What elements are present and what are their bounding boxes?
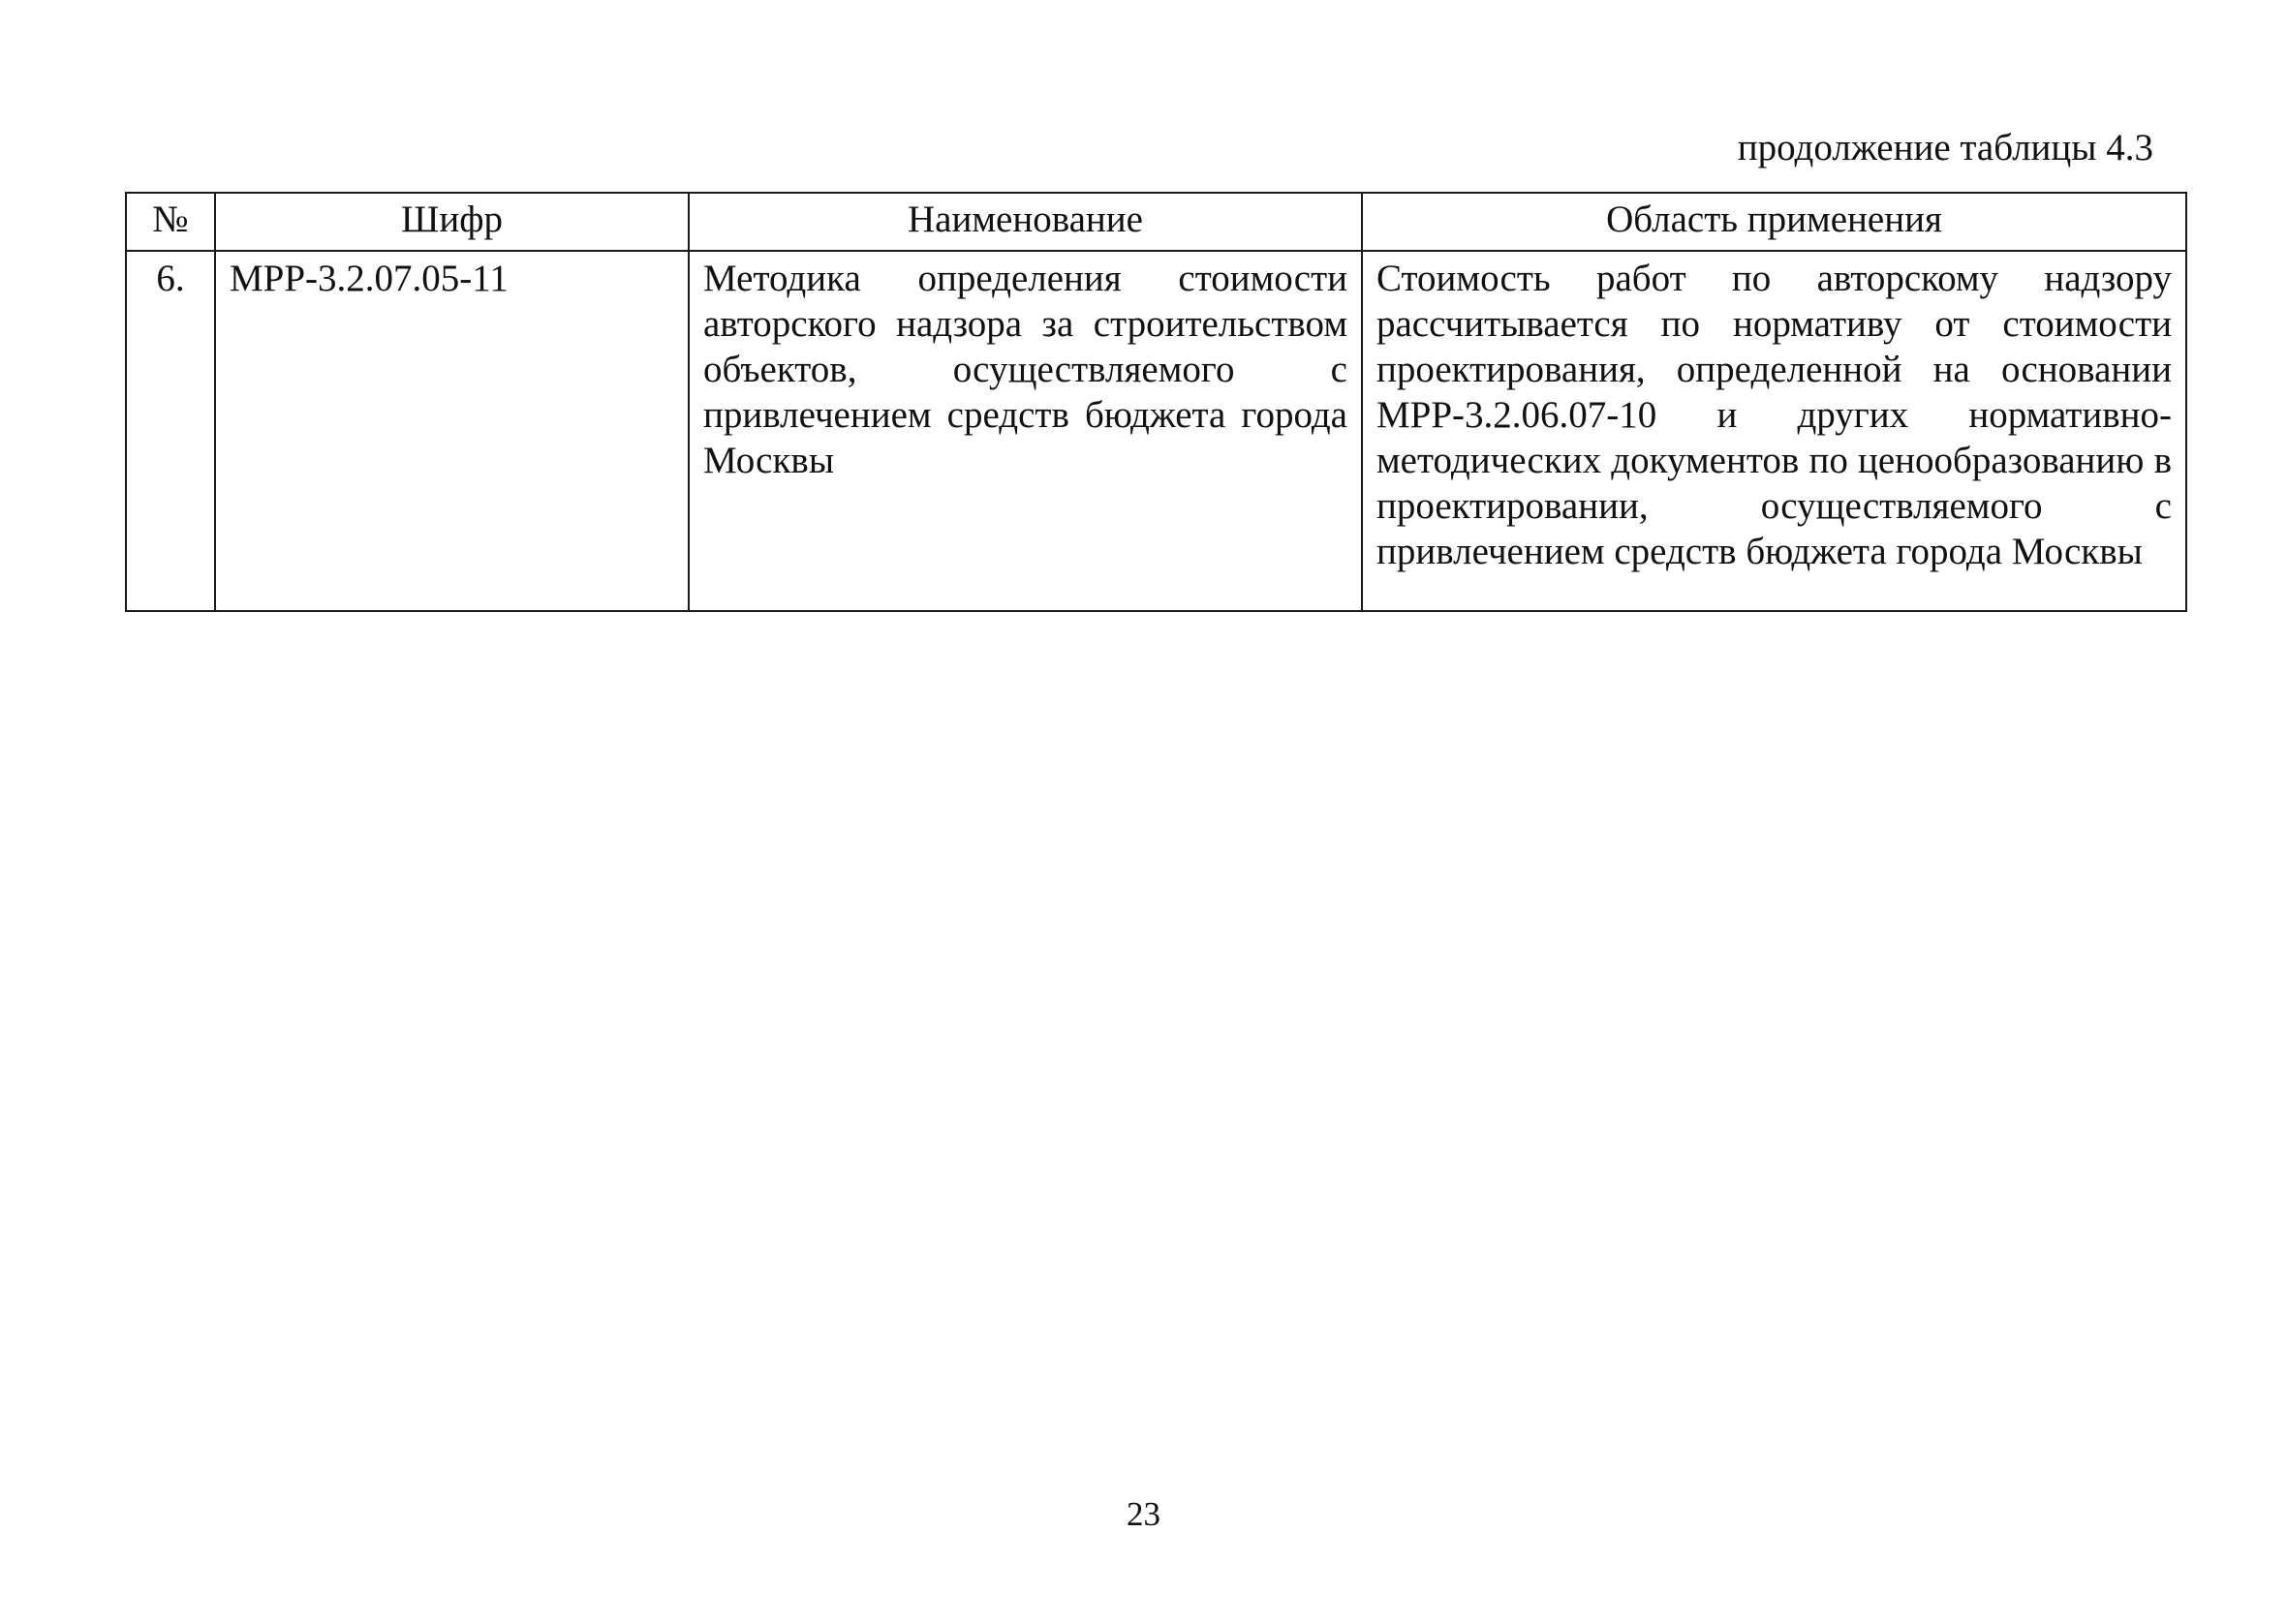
header-name: Наименование: [689, 193, 1362, 251]
table-header-row: [126, 193, 2186, 251]
row-code: МРР-3.2.07.05-11: [215, 251, 689, 611]
header-scope: Область применения: [1362, 193, 2186, 251]
table-row: [126, 251, 2186, 611]
header-number: №: [126, 193, 215, 251]
table-continuation-caption: продолжение таблицы 4.3: [1737, 127, 2153, 169]
header-code: Шифр: [215, 193, 689, 251]
row-name: Методика определения стоимости авторского надзора за строительством объектов, осуществляемого с привлечением средств бюджета города Москвы: [689, 251, 1362, 611]
row-number: 6.: [126, 251, 215, 611]
normative-documents-table: [125, 192, 2187, 612]
row-scope: Стоимость работ по авторскому надзору рассчитывается по нормативу от стоимости проектирования, определенной на основании МРР-3.2.06.07-10 и других нормативно-методических документов по ценообразованию в проектировании, осуществляемого с привлечением средств бюджета города Москвы: [1362, 251, 2186, 611]
page-number: 23: [1127, 1495, 1160, 1533]
